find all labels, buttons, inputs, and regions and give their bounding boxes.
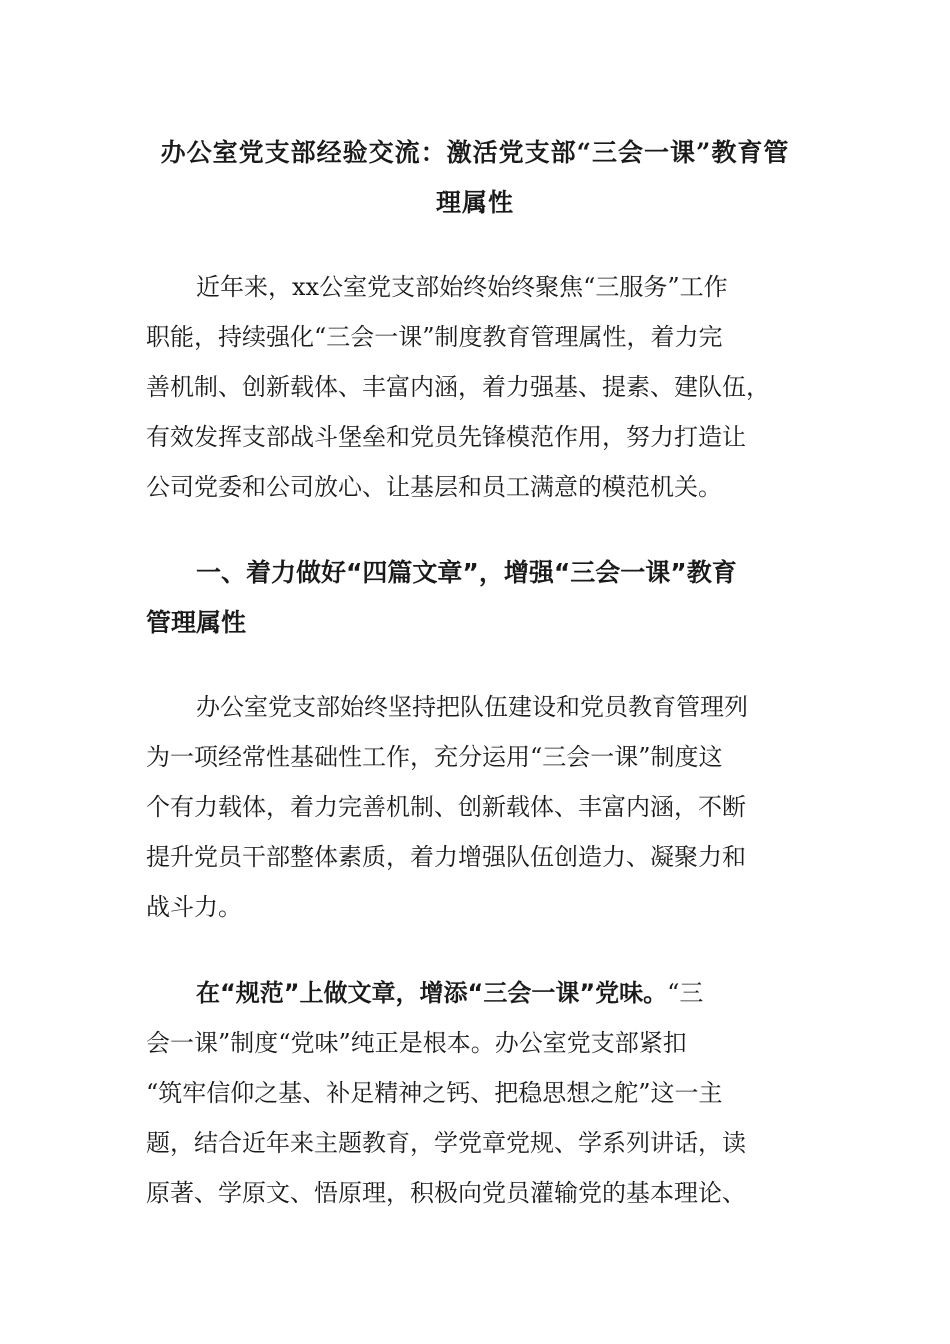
intro-line: 职能，持续强化“三会一课”制度教育管理属性，着力完 <box>146 323 723 351</box>
intro-paragraph <box>146 262 798 512</box>
section-heading-1 <box>146 548 798 648</box>
subsection-line: 会一课”制度“党味”纯正是根本。办公室党支部紧扣 <box>146 1029 687 1057</box>
section-line: 提升党员干部整体素质，着力增强队伍创造力、凝聚力和 <box>146 843 746 871</box>
subsection-paragraph <box>146 968 798 1218</box>
section-line: 为一项经常性基础性工作，充分运用“三会一课”制度这 <box>146 743 723 771</box>
section-line: 个有力载体，着力完善机制、创新载体、丰富内涵，不断 <box>146 793 746 821</box>
subsection-first-line-rest: “三 <box>667 979 704 1007</box>
intro-line: 有效发挥支部战斗堡垒和党员先锋模范作用，努力打造让 <box>146 423 746 451</box>
intro-line: 善机制、创新载体、丰富内涵，着力强基、提素、建队伍， <box>146 373 770 401</box>
section-paragraph <box>146 682 798 932</box>
title-line-2: 理属性 <box>435 188 514 217</box>
section-line: 办公室党支部始终坚持把队伍建设和党员教育管理列 <box>196 693 748 721</box>
section-heading-line: 管理属性 <box>146 608 247 637</box>
intro-line: 公司党委和公司放心、让基层和员工满意的模范机关。 <box>146 473 722 501</box>
subsection-bold-lead: 在“规范”上做文章，增添“三会一课”党味。 <box>196 979 668 1007</box>
subsection-line: “筑牢信仰之基、补足精神之钙、把稳思想之舵”这一主 <box>146 1079 723 1107</box>
document-title <box>140 128 810 228</box>
subsection-line: 题，结合近年来主题教育，学党章党规、学系列讲话，读 <box>146 1129 746 1157</box>
subsection-line: 原著、学原文、悟原理，积极向党员灌输党的基本理论、 <box>146 1179 746 1207</box>
intro-line: 近年来，xx公室党支部始终始终聚焦“三服务”工作 <box>196 273 728 301</box>
section-line: 战斗力。 <box>146 893 242 921</box>
title-line-1: 办公室党支部经验交流：激活党支部“三会一课”教育管 <box>160 138 790 167</box>
section-heading-line: 一、着力做好“四篇文章”，增强“三会一课”教育 <box>196 558 737 587</box>
subsection-first-line <box>146 968 798 1018</box>
